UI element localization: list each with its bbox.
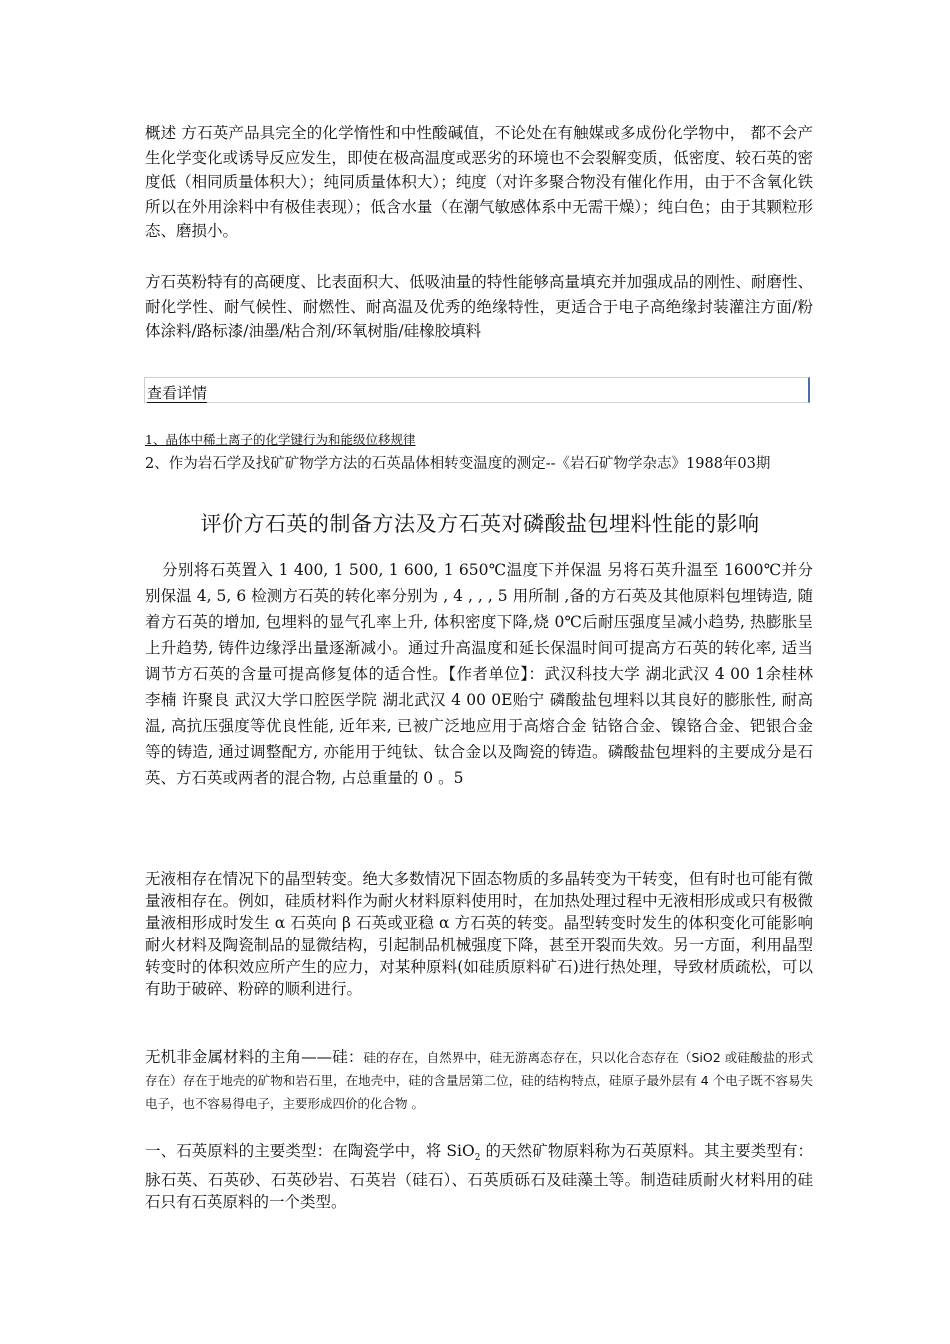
silicon-paragraph <box>145 1046 813 1115</box>
quartz-types-paragraph <box>145 1140 813 1213</box>
detail-bar <box>144 377 810 403</box>
quartz-text-before: 一、石英原料的主要类型：在陶瓷学中，将 SiO <box>145 1142 475 1160</box>
reference-item-2: 2、作为岩石学及找矿矿物学方法的石英晶体相转变温度的测定--《岩石矿物学杂志》1988年03期 <box>145 456 771 472</box>
reference-link-1[interactable]: 1、晶体中稀土离子的化学键行为和能级位移规律 <box>145 432 416 447</box>
quartz-text-after: 的天然矿物原料称为石英原料。其主要类型有：脉石英、石英砂、石英砂岩、石英岩（硅石）、石英质砾石及硅藻土等。制造硅质耐火材料用的硅石只有石英原料的一个类型。 <box>145 1142 813 1212</box>
view-details-link[interactable]: 查看详情 <box>147 384 208 402</box>
uses-paragraph: 方石英粉特有的高硬度、比表面积大、低吸油量的特性能够高量填充并加强成品的刚性、耐磨性、耐化学性、耐气候性、耐燃性、耐高温及优秀的绝缘特性，更适合于电子高绝缘封装灌注方面/粉体涂料/路标漆/油墨/粘合剂/环氧树脂/硅橡胶填料 <box>145 273 813 341</box>
overview-paragraph: 概述 方石英产品具完全的化学惰性和中性酸碱值，不论处在有触媒或多成份化学物中， 都不会产生化学变化或诱导反应发生，即使在极高温度或恶劣的环境也不会裂解变质，低密度、较石英的密度低（相同质量体积大）；纯同质量体积大）；纯度（对许多聚合物没有催化作用，由于不含氧化铁所以在外用涂料中有极佳表现）；低含水量（在潮气敏感体系中无需干燥）；纯白色；由于其颗粒形态、磨损小。 <box>145 124 813 241</box>
silicon-lead: 无机非金属材料的主角——硅： <box>145 1048 364 1066</box>
article-title: 评价方石英的制备方法及方石英对磷酸盐包埋料性能的影响 <box>200 512 760 536</box>
article-body: 分别将石英置入 1 400, 1 500, 1 600, 1 650℃温度下并保温 另将石英升温至 1600℃并分别保温 4, 5, 6 检测方石英的转化率分别为 , 4 , , , 5 用所制 ,备的方石英及其他原料包埋铸造, 随着方石英的增加, 包埋料的显气孔率上升, 体积密度下降,烧 0℃后耐压强度呈减小趋势, 热膨胀呈上升趋势, 铸件边缘浮出量逐渐减小。通过升高温度和延长保温时间可提高方石英的转化率, 适当调节方石英的含量可提高修复体的适合性。【作者单位】：武汉科技大学 湖北武汉 4 00 1余桂林 李楠 许聚良 武汉大学口腔医学院 湖北武汉 4 00 0E贻宁 磷酸盐包埋料以其良好的膨胀性, 耐高温, 高抗压强度等优良性能, 近年来, 已被广泛地应用于高熔合金 钴铬合金、镍铬合金、钯银合金等的铸造, 通过调整配方, 亦能用于纯钛、钛合金以及陶瓷的铸造。磷酸盐包埋料的主要成分是石英、方石英或两者的混合物, 占总重量的 0 。5 <box>145 561 813 787</box>
silicon-text: 硅的存在，自然界中，硅无游离态存在，只以化合态存在（SiO2 或硅酸盐的形式存在）存在于地壳的矿物和岩石里，在地壳中，硅的含量居第二位，硅的结构特点，硅原子最外层有 4 个电子既不容易失电子，也不容易得电子，主要形成四价的化合物 。 <box>145 1050 813 1111</box>
phase-transition-paragraph: 无液相存在情况下的晶型转变。绝大多数情况下固态物质的多晶转变为干转变，但有时也可能有微量液相存在。例如，硅质材料作为耐火材料原料使用时，在加热处理过程中无液相形成或只有极微量液相形成时发生 α 石英向 β 石英或亚稳 α 方石英的转变。晶型转变时发生的体积变化可能影响耐火材料及陶瓷制品的显微结构，引起制品机械强度下降，甚至开裂而失效。另一方面，利用晶型转变时的体积效应所产生的应力，对某种原料(如硅质原料矿石)进行热处理，导致材质疏松，可以有助于破碎、粉碎的顺利进行。 <box>145 870 813 998</box>
quartz-subscript: 2 <box>474 1153 481 1164</box>
